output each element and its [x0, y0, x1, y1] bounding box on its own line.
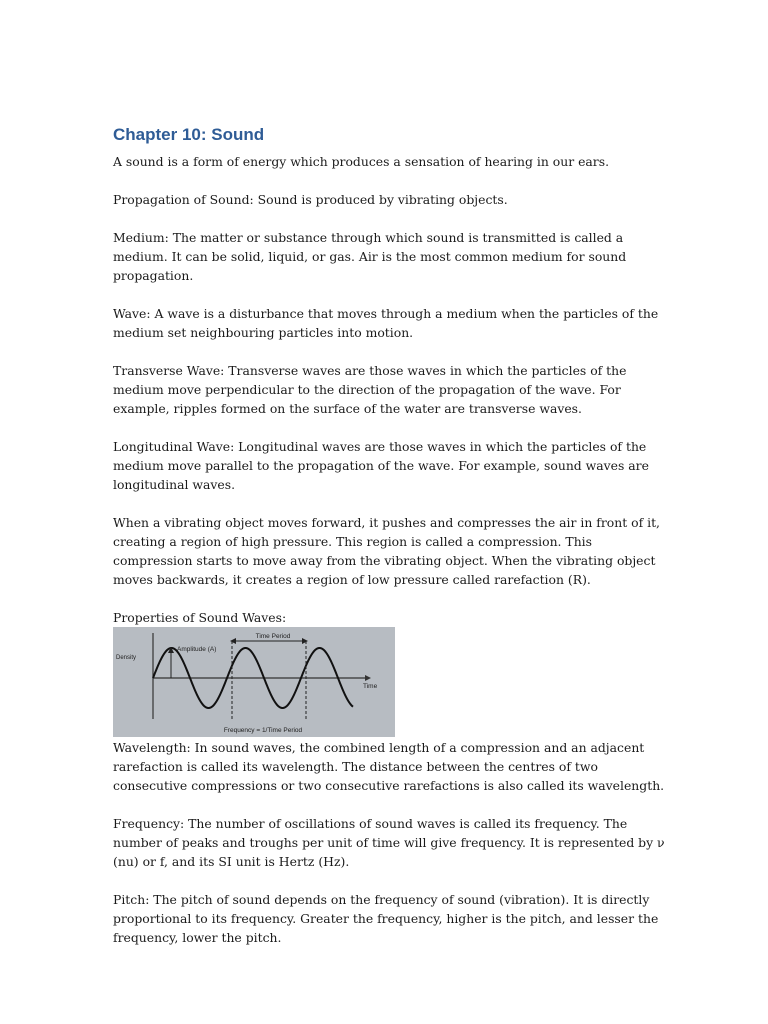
time-label: Time — [363, 683, 378, 690]
pitch-paragraph: Pitch: The pitch of sound depends on the frequency of sound (vibration). It is directly proportional to its frequency. Greater the frequency, higher is the pitch, and lesser the frequency, lower the pitch. — [113, 892, 659, 945]
wavelength-paragraph: Wavelength: In sound waves, the combined length of a compression and an adjacent rarefaction is called its wavelength. The distance between the centres of two consecutive compressions or two consecutive rarefactions is also called its wavelength. — [113, 740, 665, 793]
frequency-paragraph: Frequency: The number of oscillations of sound waves is called its frequency. The number of peaks and troughs per unit of time will give frequency. It is represented by ν (nu) or f, and its SI unit is Hertz (Hz). — [113, 816, 665, 869]
medium-paragraph: Medium: The matter or substance through which sound is transmitted is called a medium. It can be solid, liquid, or gas. Air is the most common medium for sound propagation. — [113, 230, 627, 283]
wave-paragraph: Wave: A wave is a disturbance that moves through a medium when the particles of the medium set neighbouring particles into motion. — [113, 306, 659, 340]
longitudinal-wave-paragraph: Longitudinal Wave: Longitudinal waves are those waves in which the particles of the medium move parallel to the propagation of the wave. For example, sound waves are longitudinal waves. — [113, 439, 649, 492]
transverse-wave-paragraph: Transverse Wave: Transverse waves are those waves in which the particles of the medium move perpendicular to the direction of the propagation of the wave. For example, ripples formed on the surface of the water are transverse waves. — [113, 363, 627, 416]
document-page — [113, 124, 673, 966]
propagation-paragraph: Propagation of Sound: Sound is produced by vibrating objects. — [113, 192, 508, 207]
properties-heading: Properties of Sound Waves: — [113, 610, 287, 625]
sound-wave-diagram — [113, 627, 395, 737]
intro-paragraph: A sound is a form of energy which produces a sensation of hearing in our ears. — [113, 154, 610, 169]
amplitude-label: Amplitude (A) — [177, 646, 217, 653]
frequency-label: Frequency = 1/Time Period — [223, 727, 303, 734]
density-label: Density — [116, 655, 137, 661]
chapter-title: Chapter 10: Sound — [113, 125, 265, 144]
compression-paragraph: When a vibrating object moves forward, it pushes and compresses the air in front of it, creating a region of high pressure. This region is called a compression. This compression starts to move away from the vibrating object. When the vibrating object moves backwards, it creates a region of low pressure called rarefaction (R). — [113, 515, 660, 587]
sound-wave-figure — [113, 627, 395, 737]
time-period-label: Time Period — [255, 633, 291, 640]
